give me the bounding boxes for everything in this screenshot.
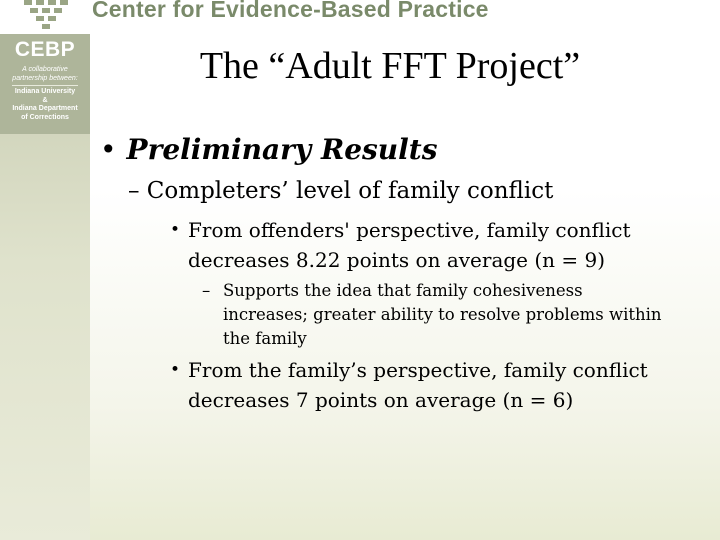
bullet-text: Preliminary Results [126, 133, 438, 166]
cebp-logo-block [0, 34, 90, 134]
slide-header [0, 0, 720, 34]
partner-ampersand: & [42, 96, 48, 104]
slide-title: The “Adult FFT Project” [199, 45, 581, 87]
sub-bullet-completers: – Completers’ level of family conflict [128, 178, 554, 204]
bullet-marker: • [170, 220, 181, 240]
partner-doc-line-1: Indiana Department [12, 105, 78, 112]
sub-bullet-offenders [170, 215, 690, 275]
bullet-marker: • [100, 133, 117, 166]
organization-name: Center for Evidence-Based Practice [92, 0, 489, 22]
bullet-text: Supports the idea that family cohesiveness increases; greater ability to resolve problems within the family [223, 281, 662, 348]
cebp-abbreviation: CEBP [14, 38, 76, 61]
partner-indiana-university: Indiana University [14, 88, 76, 95]
tagline-line-2: partnership between: [12, 75, 78, 82]
sub-bullet-cohesiveness [202, 279, 672, 351]
bullet-marker: – [202, 281, 211, 300]
partner-list [0, 88, 90, 122]
divider [12, 85, 78, 86]
sub-bullet-family [170, 355, 690, 415]
bullet-text: From offenders' perspective, family conflict decreases 8.22 points on average (n = 9) [188, 218, 631, 272]
tagline-line-1: A collaborative [22, 66, 68, 73]
bullet-preliminary-results [100, 133, 437, 166]
partner-doc-line-2: of Corrections [21, 113, 69, 121]
tagline [0, 65, 90, 83]
bullet-text: From the family’s perspective, family conflict decreases 7 points on average (n = 6) [188, 358, 648, 412]
bullet-marker: • [170, 360, 181, 380]
cross-pattern-logo-icon [22, 0, 70, 32]
sidebar [0, 34, 90, 540]
